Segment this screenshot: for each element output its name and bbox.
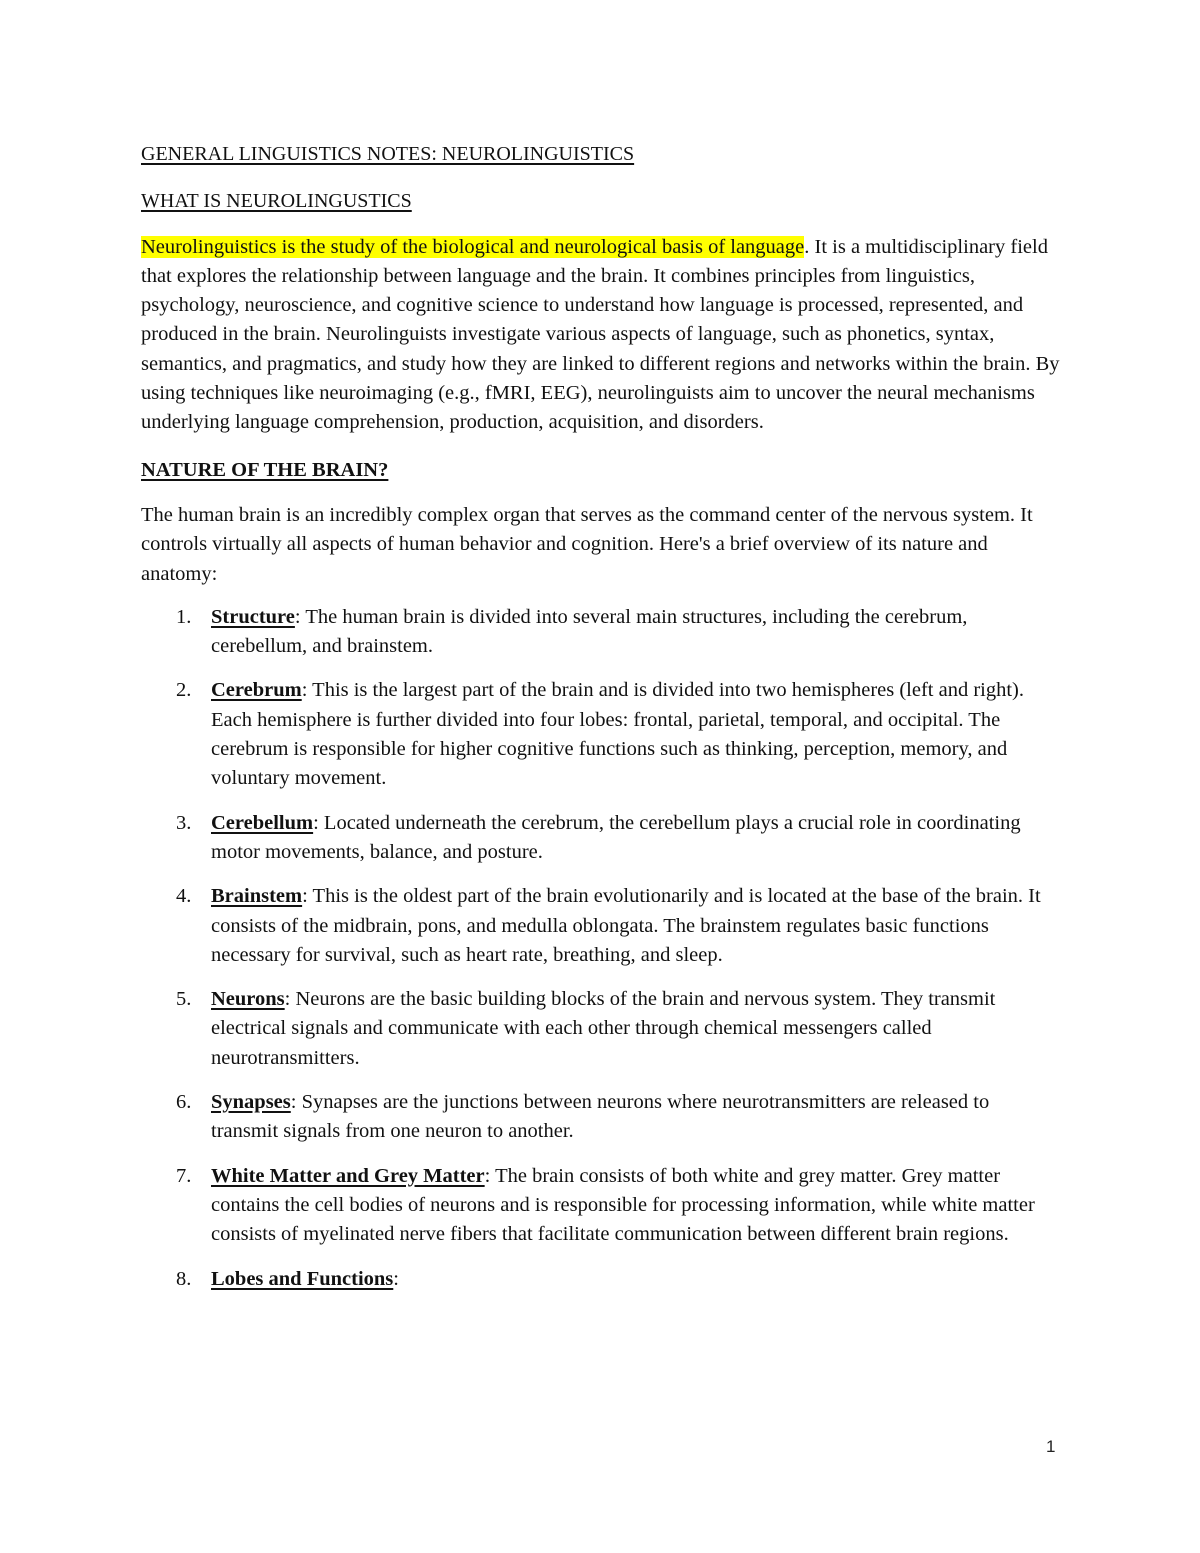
list-number: 6. (176, 1091, 192, 1114)
list-text: : This is the largest part of the brain and is divided into two hemispheres (left and right). Each hemisphere is further divided into four lobes: frontal, parietal, temporal, and occipital. The cerebrum is responsible for higher cognitive functions such as thinking, perception, memory, and voluntary movement. (211, 679, 1025, 790)
list-term: Structure (211, 605, 295, 628)
document-body (141, 140, 1061, 1309)
page-number: 1 (1046, 1437, 1056, 1456)
list-item (141, 985, 1061, 1073)
highlighted-definition: Neurolinguistics is the study of the biological and neurological basis of language (141, 235, 805, 258)
list-term: Lobes and Functions (211, 1267, 394, 1290)
section-heading-brain: NATURE OF THE BRAIN? (141, 458, 389, 481)
definition-rest: . It is a multidisciplinary field that explores the relationship between language and the brain. It combines principles from linguistics, psychology, neuroscience, and cognitive science to understand how language is processed, represented, and produced in the brain. Neurolinguists investigate various aspects of language, such as phonetics, syntax, semantics, and pragmatics, and study how they are linked to different regions and networks within the brain. By using techniques like neuroimaging (e.g., fMRI, EEG), neurolinguists aim to uncover the neural mechanisms underlying language comprehension, production, acquisition, and disorders. (141, 235, 1060, 434)
list-term: White Matter and Grey Matter (211, 1164, 485, 1187)
list-item (141, 1265, 1061, 1294)
list-item (141, 809, 1061, 868)
list-item (141, 676, 1061, 793)
section-heading-what-is: WHAT IS NEUROLINGUSTICS (141, 190, 412, 213)
list-term: Brainstem (211, 885, 303, 908)
list-item (141, 1162, 1061, 1250)
list-term: Cerebellum (211, 811, 314, 834)
list-number: 4. (176, 885, 192, 908)
list-term: Cerebrum (211, 679, 302, 702)
list-term: Synapses (211, 1091, 291, 1114)
list-text: : Neurons are the basic building blocks of the brain and nervous system. They transmit electrical signals and communicate with each other through chemical messengers called neurotransmitters. (211, 988, 996, 1069)
list-text: : Located underneath the cerebrum, the cerebellum plays a crucial role in coordinating motor movements, balance, and posture. (211, 811, 1021, 863)
list-number: 5. (176, 988, 192, 1011)
list-number: 2. (176, 679, 192, 702)
brain-topics-list (141, 603, 1061, 1294)
list-text: : The brain consists of both white and grey matter. Grey matter contains the cell bodies of neurons and is responsible for processing information, while white matter consists of myelinated nerve fibers that facilitate communication between different brain regions. (211, 1164, 1035, 1246)
list-text: : (393, 1267, 399, 1290)
document-title: GENERAL LINGUISTICS NOTES: NEUROLINGUISTICS (141, 143, 635, 165)
brain-intro-paragraph: The human brain is an incredibly complex organ that serves as the command center of the nervous system. It controls virtually all aspects of human behavior and cognition. Here's a brief overview of its nature and anatomy: (141, 503, 1033, 585)
list-item (141, 1088, 1061, 1147)
list-number: 8. (176, 1267, 192, 1290)
list-item (141, 882, 1061, 970)
list-text: : This is the oldest part of the brain evolutionarily and is located at the base of the brain. It consists of the midbrain, pons, and medulla oblongata. The brainstem regulates basic functions necessary for survival, such as heart rate, breathing, and sleep. (211, 885, 1041, 966)
list-text: : The human brain is divided into several main structures, including the cerebrum, cerebellum, and brainstem. (211, 605, 968, 658)
list-text: : Synapses are the junctions between neurons where neurotransmitters are released to transmit signals from one neuron to another. (211, 1091, 990, 1143)
list-number: 1. (176, 605, 192, 628)
definition-paragraph (141, 233, 1061, 438)
list-term: Neurons (211, 988, 285, 1011)
list-number: 7. (176, 1164, 192, 1187)
list-item (141, 603, 1061, 662)
list-number: 3. (176, 811, 192, 834)
